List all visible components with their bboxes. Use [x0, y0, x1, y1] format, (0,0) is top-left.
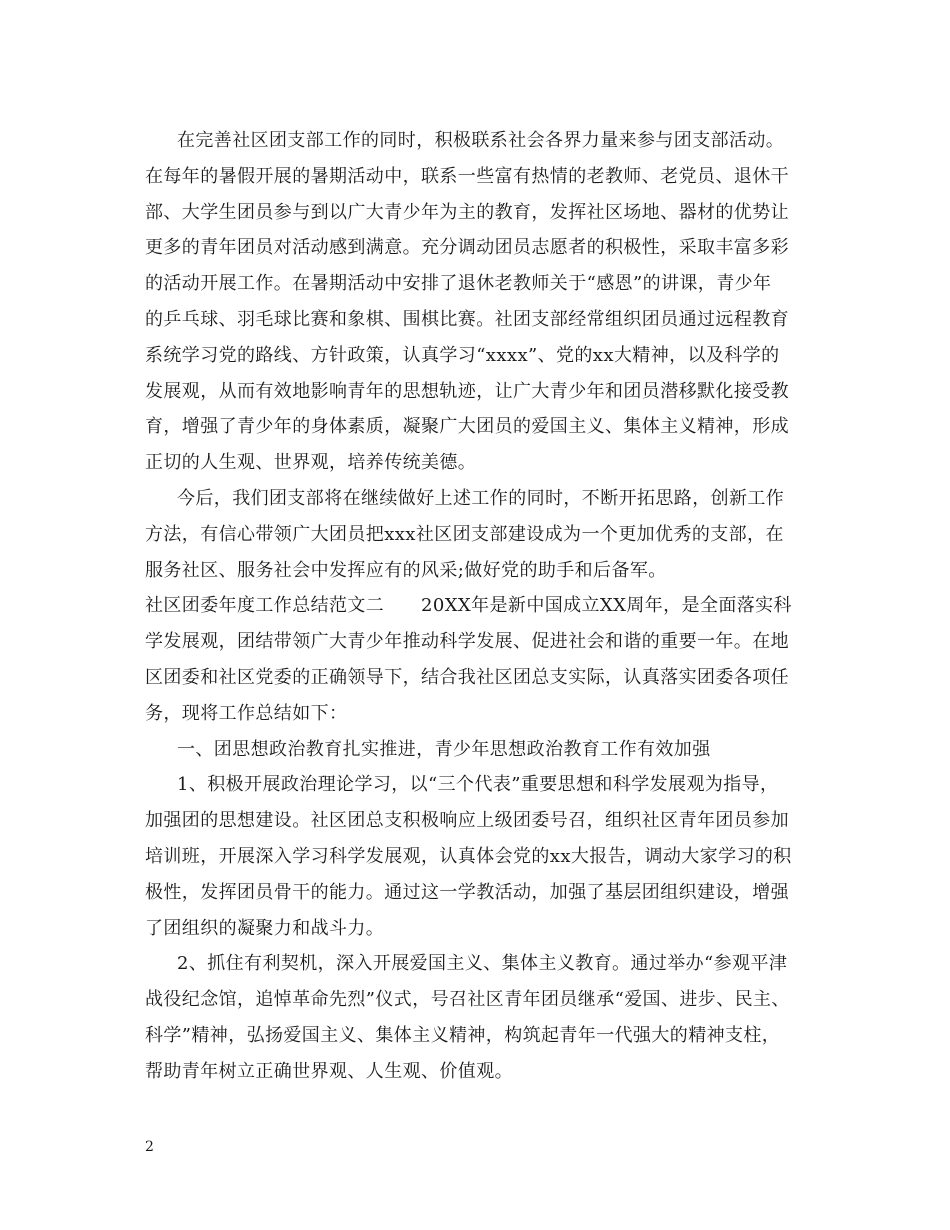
text-line: 区团委和社区党委的正确领导下，结合我社区团总支实际，认真落实团委各项任 — [145, 666, 789, 688]
text-line: 务，现将工作总结如下： — [145, 702, 348, 724]
document-body — [145, 123, 810, 1090]
text-line: 服务社区、服务社会中发挥应有的风采;做好党的助手和后备军。 — [145, 559, 667, 581]
text-line: 发展观，从而有效地影响青年的思想轨迹，让广大青少年和团员潜移默化接受教 — [145, 380, 789, 402]
text-line: 的乒乓球、羽毛球比赛和象棋、围棋比赛。社团支部经常组织团员通过远程教育 — [145, 308, 789, 330]
text-line: 战役纪念馆，追悼革命先烈”仪式，号召社区青年团员继承“爱国、进步、民主、 — [145, 989, 790, 1011]
text-line: 一、团思想政治教育扎实推进，青少年思想政治教育工作有效加强 — [177, 738, 711, 760]
text-line: 1、积极开展政治理论学习，以“三个代表”重要思想和科学发展观为指导， — [177, 774, 779, 796]
text-line: 更多的青年团员对活动感到满意。充分调动团员志愿者的积极性，采取丰富多彩 — [145, 237, 789, 259]
text-line: 2、抓住有利契机，深入开展爱国主义、集体主义教育。通过举办“参观平津 — [177, 953, 788, 975]
page-number: 2 — [145, 1139, 154, 1155]
text-line: 极性，发挥团员骨干的能力。通过这一学教活动，加强了基层团组织建设，增强 — [145, 881, 789, 903]
text-line: 今后，我们团支部将在继续做好上述工作的同时，不断开拓思路，创新工作 — [177, 487, 785, 509]
text-line: 学发展观，团结带领广大青少年推动科学发展、促进社会和谐的重要一年。在地 — [145, 631, 789, 653]
text-line: 加强团的思想建设。社区团总支积极响应上级团委号召，组织社区青年团员参加 — [145, 810, 789, 832]
text-line: 正切的人生观、世界观，培养传统美德。 — [145, 452, 477, 474]
text-line: 系统学习党的路线、方针政策，认真学习“xxxx”、党的xx大精神，以及科学的 — [145, 344, 780, 366]
text-line: 育，增强了青少年的身体素质，凝聚广大团员的爱国主义、集体主义精神，形成 — [145, 416, 789, 438]
text-line: 方法，有信心带领广大团员把xxx社区团支部建设成为一个更加优秀的支部，在 — [145, 523, 784, 545]
text-line: 的活动开展工作。在暑期活动中安排了退休老教师关于“感恩”的讲课，青少年 — [145, 273, 772, 295]
text-line: 培训班，开展深入学习科学发展观，认真体会党的xx大报告，调动大家学习的积 — [145, 845, 792, 867]
text-line: 科学”精神，弘扬爱国主义、集体主义精神，构筑起青年一代强大的精神支柱， — [145, 1024, 781, 1046]
text-line: 了团组织的凝聚力和战斗力。 — [145, 917, 385, 939]
text-line: 在完善社区团支部工作的同时，积极联系社会各界力量来参与团支部活动。 — [177, 130, 785, 151]
text-line: 社区团委年度工作总结范文二 20XX年是新中国成立XX周年，是全面落实科 — [145, 595, 792, 617]
text-line: 帮助青年树立正确世界观、人生观、价值观。 — [145, 1060, 513, 1082]
text-line: 在每年的暑假开展的暑期活动中，联系一些富有热情的老教师、老党员、退休干 — [145, 165, 789, 187]
text-line: 部、大学生团员参与到以广大青少年为主的教育，发挥社区场地、器材的优势让 — [145, 201, 789, 223]
